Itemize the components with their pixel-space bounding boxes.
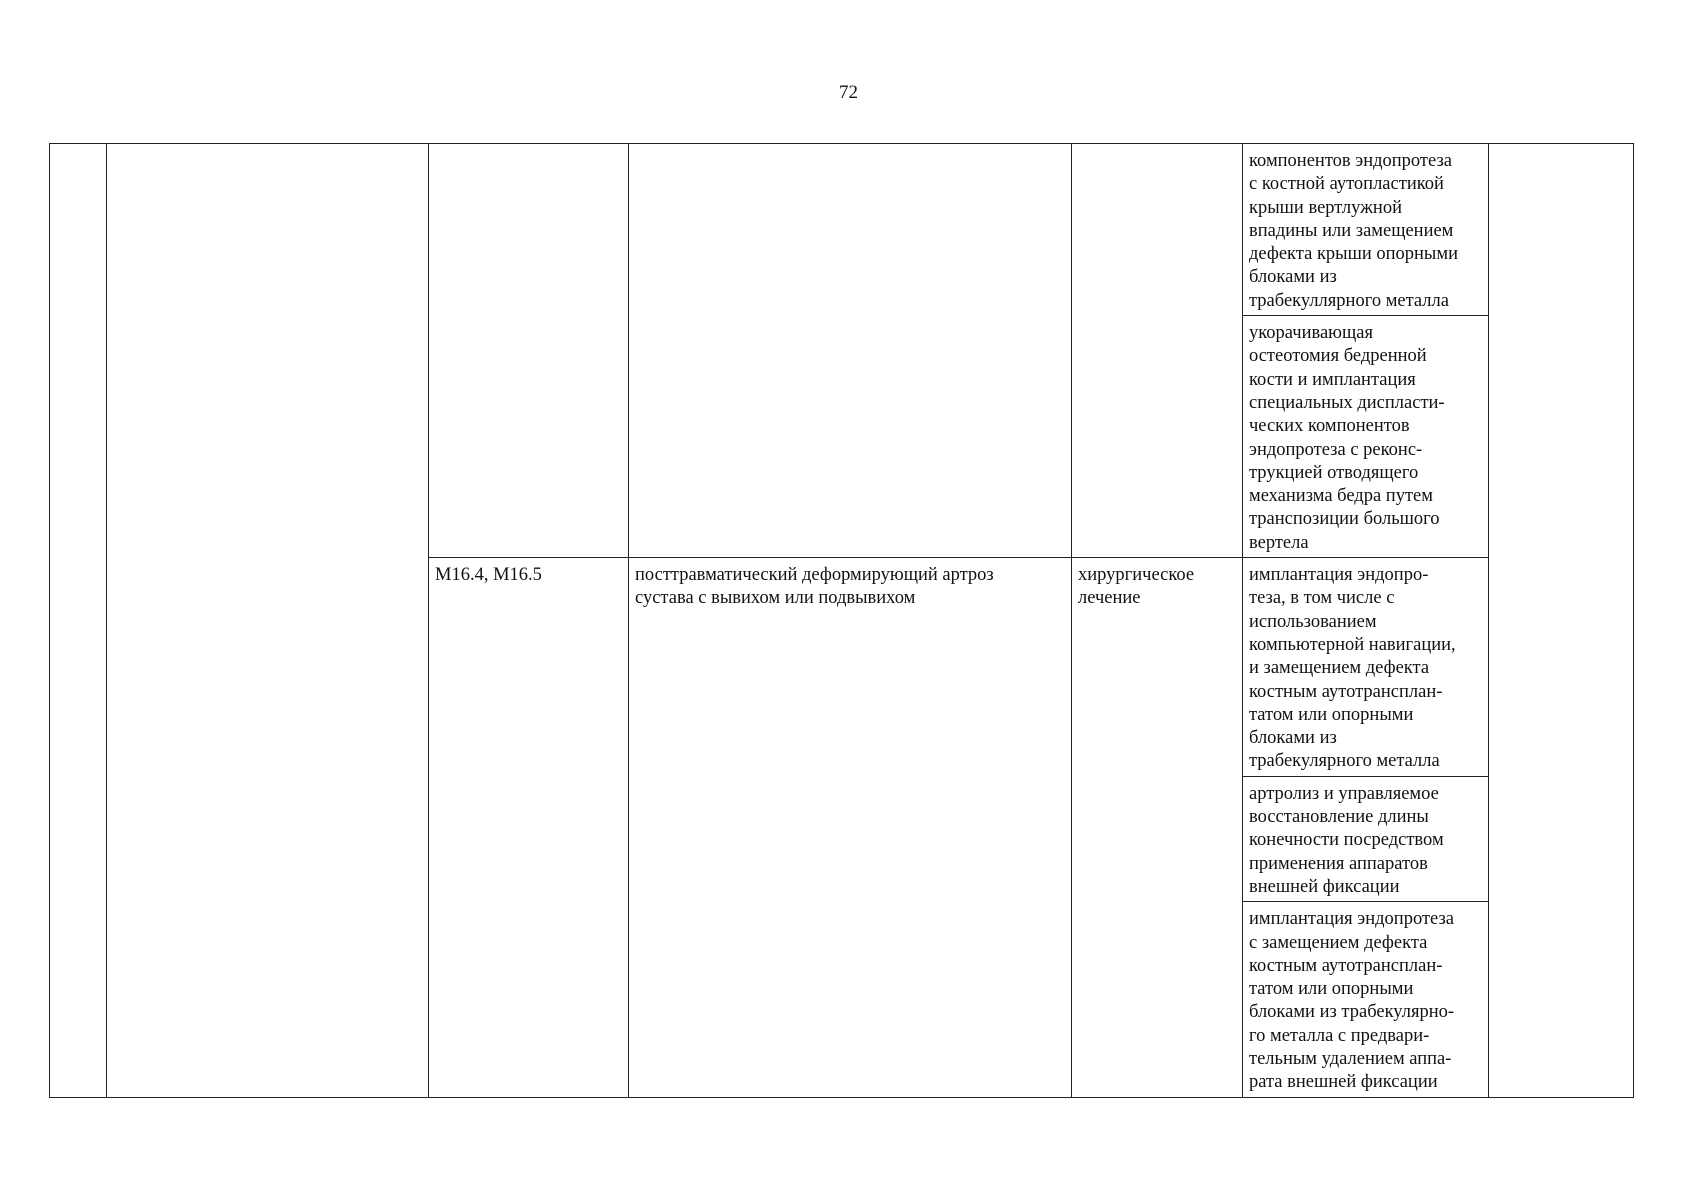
icd-code-cell xyxy=(429,144,629,558)
patient-model-text: посттравматический деформирующий артроз сустава с вывихом или подвывихом xyxy=(635,565,994,609)
table-row xyxy=(50,144,1634,316)
treatment-type-text: хирургическое лечение xyxy=(1078,565,1195,609)
treatment-method-cell xyxy=(1243,316,1489,558)
treatment-method-cell xyxy=(1243,558,1489,777)
treatment-type-cell xyxy=(1072,144,1243,558)
treatment-method-text: артролиз и управляемое восстановление длины конечности посредством применения аппаратов внешней фиксации xyxy=(1249,783,1444,897)
icd-code-cell xyxy=(429,558,629,1098)
treatment-method-text: укорачивающая остеотомия бедренной кости и имплантация специальных диспласти- ческих компонентов эндопротеза с реконс- трукцией отводящего механизма бедра путем транспозиции большого вертела xyxy=(1249,323,1445,553)
row-number-cell xyxy=(50,144,107,1098)
treatment-method-text: имплантация эндопро- теза, в том числе с использованием компьютерной навигации, и замещением дефекта костным аутотрансплан- татом или опорными блоками из трабекулярного металла xyxy=(1249,565,1456,772)
treatment-type-cell xyxy=(1072,558,1243,1098)
financing-cell xyxy=(1489,144,1634,1098)
icd-code-text: M16.4, M16.5 xyxy=(435,565,542,586)
medical-care-table xyxy=(49,143,1634,1098)
patient-model-cell xyxy=(629,144,1072,558)
treatment-method-cell xyxy=(1243,902,1489,1097)
treatment-method-text: компонентов эндопротеза с костной аутопластикой крыши вертлужной впадины или замещением дефекта крыши опорными блоками из трабекуллярного металла xyxy=(1249,151,1458,311)
treatment-method-cell xyxy=(1243,144,1489,316)
treatment-method-text: имплантация эндопротеза с замещением дефекта костным аутотрансплан- татом или опорными блоками из трабекулярно- го металла с предвари- тельным удалением аппа- рата внешней фиксации xyxy=(1249,909,1455,1093)
patient-model-cell xyxy=(629,558,1072,1098)
treatment-method-cell xyxy=(1243,776,1489,901)
page-number: 72 xyxy=(839,82,858,103)
care-type-cell xyxy=(107,144,429,1098)
